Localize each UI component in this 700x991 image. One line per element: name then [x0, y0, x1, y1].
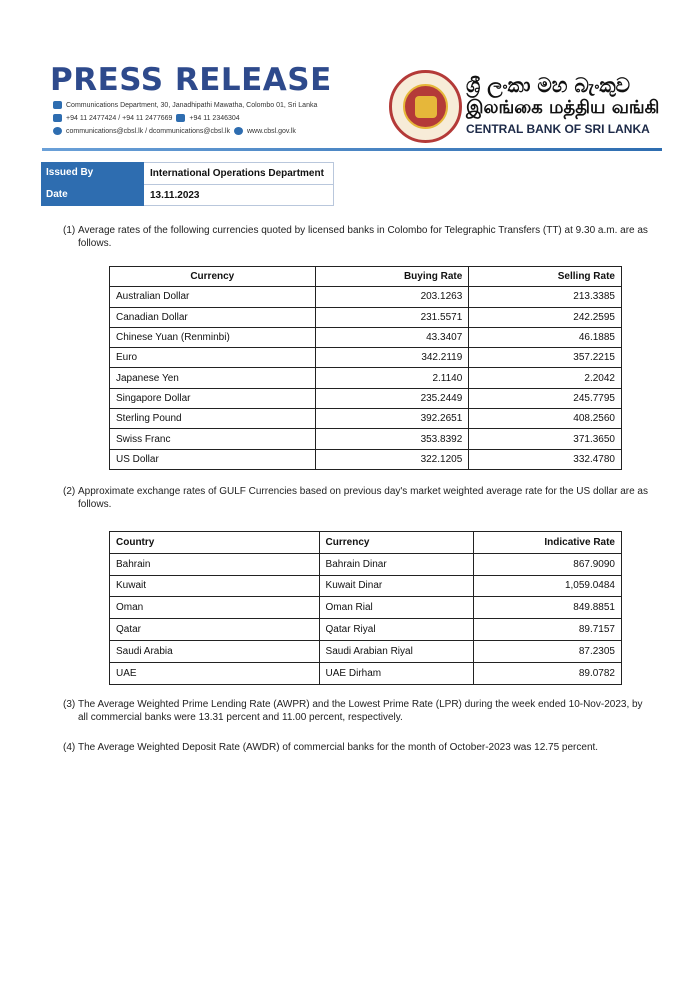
table-row: [110, 327, 622, 347]
cell: 867.9090: [474, 553, 622, 575]
section-body: The Average Weighted Deposit Rate (AWDR) of commercial banks for the month of October-2023 was 12.75 percent.: [78, 742, 599, 753]
cell: Singapore Dollar: [110, 388, 316, 408]
header-divider: [42, 148, 662, 151]
press-release-title: PRESS RELEASE: [50, 62, 332, 98]
cell: Euro: [110, 348, 316, 368]
cell: Australian Dollar: [110, 287, 316, 307]
cell: UAE Dirham: [319, 662, 474, 684]
cell: Sterling Pound: [110, 409, 316, 429]
cell: 46.1885: [469, 327, 622, 347]
section-2-text: [63, 485, 655, 511]
cell: 332.4780: [469, 449, 622, 469]
cell: 392.2651: [315, 409, 469, 429]
cell: 2.1140: [315, 368, 469, 388]
cell: 322.1205: [315, 449, 469, 469]
cell: 2.2042: [469, 368, 622, 388]
cell: 1,059.0484: [474, 575, 622, 597]
mail-icon: [53, 101, 62, 109]
col-header: Country: [110, 532, 320, 554]
website-link[interactable]: www.cbsl.gov.lk: [247, 127, 296, 135]
col-header: Currency: [319, 532, 474, 554]
section-body: Average rates of the following currencies quoted by licensed banks in Colombo for Telegraphic Transfers (TT) at 9.30 a.m. are as follows.: [78, 225, 648, 249]
table-header-row: [110, 267, 622, 287]
gulf-rates-table: [109, 531, 622, 685]
section-number: (2): [63, 486, 76, 497]
email-text[interactable]: communications@cbsl.lk / dcommunications@cbsl.lk: [66, 127, 230, 135]
seal-inner-ring: [403, 84, 448, 129]
section-4-text: [63, 741, 655, 754]
cell: Qatar Riyal: [319, 619, 474, 641]
col-header: Buying Rate: [315, 267, 469, 287]
fax-text: +94 11 2346304: [189, 114, 240, 122]
section-3-text: [63, 698, 655, 724]
table-row: [110, 429, 622, 449]
section-body: Approximate exchange rates of GULF Currencies based on previous day's market weighted average rate for the US dollar are as follows.: [78, 486, 648, 510]
phone-line: [53, 114, 240, 122]
section-number: (1): [63, 225, 76, 236]
table-row: [110, 368, 622, 388]
cell: Oman Rial: [319, 597, 474, 619]
table-row: [110, 619, 622, 641]
cell: 89.7157: [474, 619, 622, 641]
date-row: [41, 184, 334, 206]
tt-rates-table: [109, 266, 622, 470]
cell: Qatar: [110, 619, 320, 641]
table-row: [110, 388, 622, 408]
cell: 353.8392: [315, 429, 469, 449]
table-row: [110, 449, 622, 469]
cell: 231.5571: [315, 307, 469, 327]
section-number: (3): [63, 699, 76, 710]
cell: Kuwait Dinar: [319, 575, 474, 597]
cell: 357.2215: [469, 348, 622, 368]
address-line: [53, 101, 317, 109]
table-row: [110, 348, 622, 368]
section-number: (4): [63, 742, 76, 753]
section-body: The Average Weighted Prime Lending Rate (AWPR) and the Lowest Prime Rate (LPR) during the week ended 10-Nov-2023, by all commercial banks were 13.31 percent and 11.00 percent, respectively.: [78, 699, 643, 723]
col-header: Currency: [110, 267, 316, 287]
cell: Saudi Arabia: [110, 640, 320, 662]
cell: Japanese Yen: [110, 368, 316, 388]
bank-name-english: CENTRAL BANK OF SRI LANKA: [466, 122, 650, 136]
table-row: [110, 307, 622, 327]
date-label: Date: [41, 184, 144, 206]
cell: Oman: [110, 597, 320, 619]
date-value: 13.11.2023: [144, 184, 334, 206]
address-text: Communications Department, 30, Janadhipathi Mawatha, Colombo 01, Sri Lanka: [66, 101, 318, 109]
bank-name-sinhala: ශ්‍රී ලංකා මහ බැංකුව: [466, 73, 631, 97]
cell: Swiss Franc: [110, 429, 316, 449]
bank-seal-logo: [389, 70, 462, 143]
cell: 89.0782: [474, 662, 622, 684]
col-header: Indicative Rate: [474, 532, 622, 554]
cell: Bahrain: [110, 553, 320, 575]
lion-emblem-icon: [415, 96, 437, 118]
cell: 213.3385: [469, 287, 622, 307]
cell: 203.1263: [315, 287, 469, 307]
cell: Bahrain Dinar: [319, 553, 474, 575]
phone-icon: [53, 114, 62, 122]
cell: 87.2305: [474, 640, 622, 662]
cell: 408.2560: [469, 409, 622, 429]
table-row: [110, 597, 622, 619]
cell: 245.7795: [469, 388, 622, 408]
cell: Canadian Dollar: [110, 307, 316, 327]
phone-text: +94 11 2477424 / +94 11 2477669: [66, 114, 173, 122]
fax-icon: [176, 114, 185, 122]
table-row: [110, 409, 622, 429]
table-row: [110, 640, 622, 662]
cell: 342.2119: [315, 348, 469, 368]
table-row: [110, 662, 622, 684]
table-row: [110, 553, 622, 575]
cell: UAE: [110, 662, 320, 684]
col-header: Selling Rate: [469, 267, 622, 287]
cell: 43.3407: [315, 327, 469, 347]
issued-by-value: International Operations Department: [144, 162, 334, 184]
bank-name-tamil: இலங்கை மத்திய வங்கி: [466, 97, 660, 118]
cell: Saudi Arabian Riyal: [319, 640, 474, 662]
table-row: [110, 287, 622, 307]
issued-by-row: [41, 162, 334, 184]
at-icon: [53, 127, 62, 135]
cell: Chinese Yuan (Renminbi): [110, 327, 316, 347]
cell: US Dollar: [110, 449, 316, 469]
cell: Kuwait: [110, 575, 320, 597]
email-line: [53, 127, 296, 135]
cell: 849.8851: [474, 597, 622, 619]
globe-icon: [234, 127, 243, 135]
table-row: [110, 575, 622, 597]
cell: 242.2595: [469, 307, 622, 327]
section-1-text: [63, 224, 655, 250]
issued-by-label: Issued By: [41, 162, 144, 184]
table-header-row: [110, 532, 622, 554]
cell: 371.3650: [469, 429, 622, 449]
cell: 235.2449: [315, 388, 469, 408]
